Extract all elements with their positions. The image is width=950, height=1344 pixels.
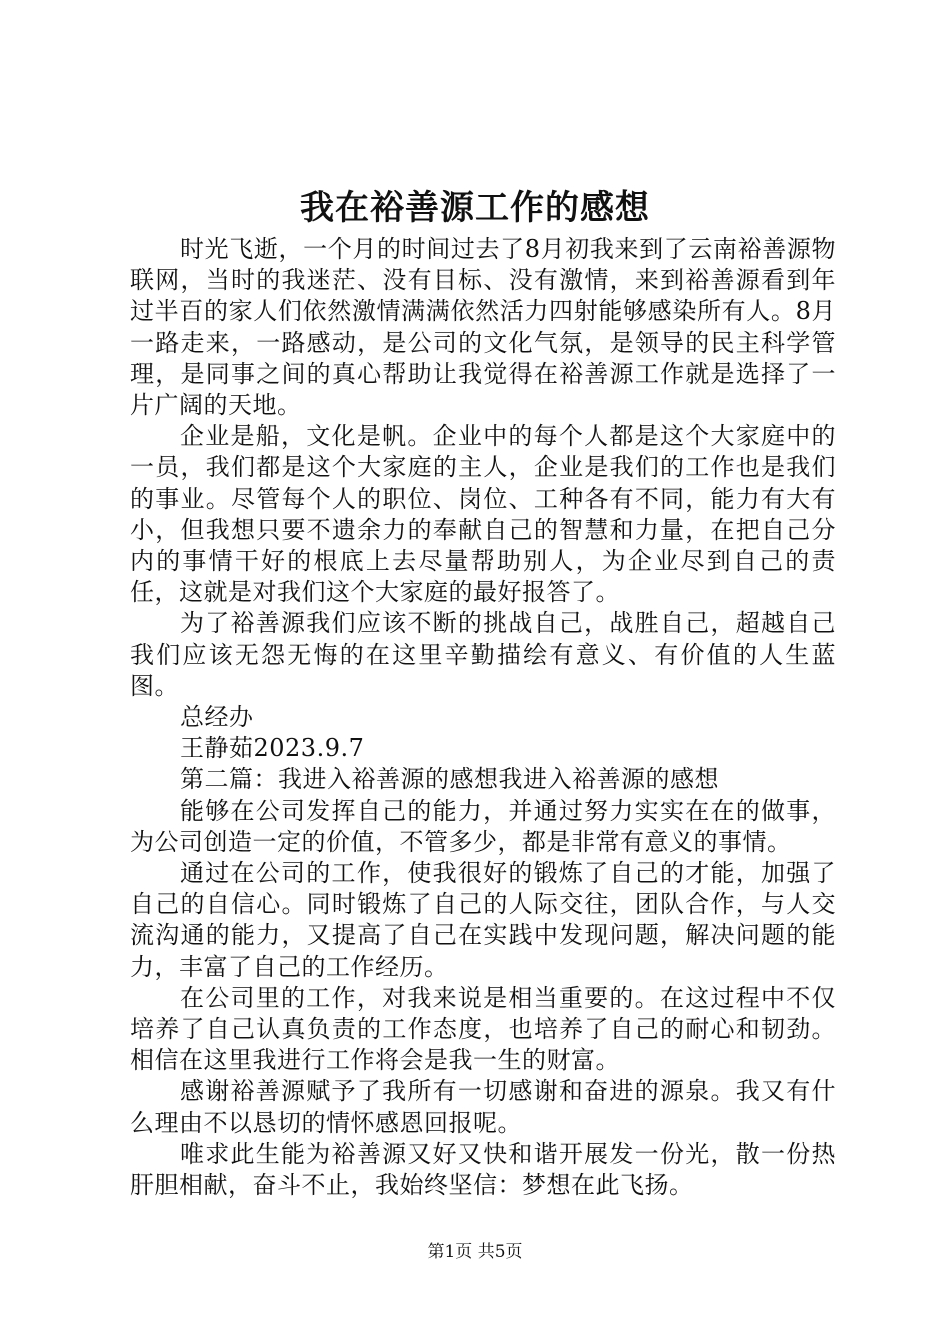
paragraph-4: 能够在公司发挥自己的能力，并通过努力实实在在的做事，为公司创造一定的价值，不管多少，都是非常有意义的事情。 [130, 796, 836, 856]
page-number: 第1页 共5页 [427, 1242, 523, 1262]
section-heading-2: 第二篇：我进入裕善源的感想我进入裕善源的感想 [180, 765, 719, 794]
paragraph-2: 企业是船，文化是帆。企业中的每个人都是这个大家庭中的一员，我们都是这个大家庭的主人，企业是我们的工作也是我们的事业。尽管每个人的职位、岗位、工种各有不同，能力有大有小，但我想只要不遗余力的奉献自己的智慧和力量，在把自己分内的事情干好的根底上去尽量帮助别人，为企业尽到自己的责任，这就是对我们这个大家庭的最好报答了。 [130, 422, 836, 607]
paragraph-1: 时光飞逝，一个月的时间过去了8月初我来到了云南裕善源物联网，当时的我迷茫、没有目标、没有激情，来到裕善源看到年过半百的家人们依然激情满满依然活力四射能够感染所有人。8月一路走来，一路感动，是公司的文化气氛，是领导的民主科学管理，是同事之间的真心帮助让我觉得在裕善源工作就是选择了一片广阔的天地。 [130, 235, 836, 420]
paragraph-6: 在公司里的工作，对我来说是相当重要的。在这过程中不仅培养了自己认真负责的工作态度，也培养了自己的耐心和韧劲。相信在这里我进行工作将会是我一生的财富。 [130, 983, 836, 1075]
paragraph-3: 为了裕善源我们应该不断的挑战自己，战胜自己，超越自己我们应该无怨无悔的在这里辛勤描绘有意义、有价值的人生蓝图。 [130, 609, 836, 700]
document-title: 我在裕善源工作的感想 [300, 188, 650, 228]
signature-name-date: 王静茹2023.9.7 [180, 734, 365, 763]
paragraph-8: 唯求此生能为裕善源又好又快和谐开展发一份光，散一份热肝胆相献，奋斗不止，我始终坚信：梦想在此飞扬。 [130, 1139, 836, 1200]
document-body [130, 234, 836, 1201]
paragraph-7: 感谢裕善源赋予了我所有一切感谢和奋进的源泉。我又有什么理由不以恳切的情怀感恩回报呢。 [130, 1077, 836, 1137]
paragraph-5: 通过在公司的工作，使我很好的锻炼了自己的才能，加强了自己的自信心。同时锻炼了自己的人际交往，团队合作，与人交流沟通的能力，又提高了自己在实践中发现问题，解决问题的能力，丰富了自己的工作经历。 [130, 859, 836, 981]
signature-department: 总经办 [180, 703, 254, 732]
